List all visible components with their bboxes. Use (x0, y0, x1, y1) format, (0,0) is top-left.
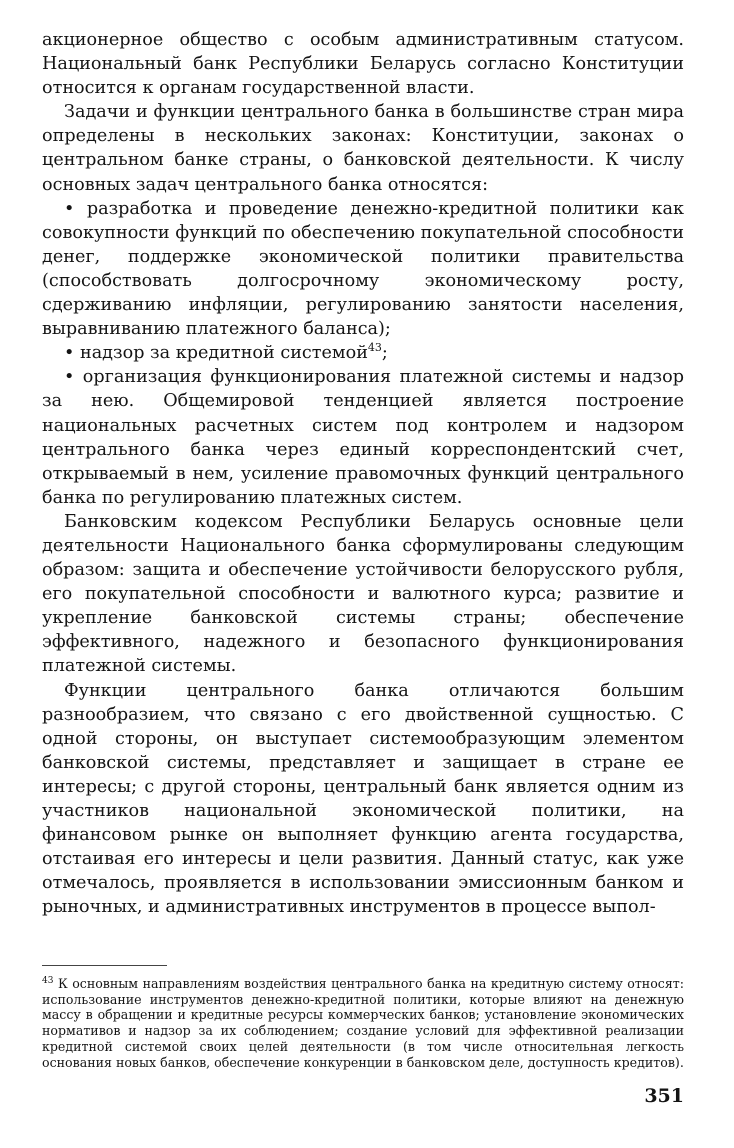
paragraph-functions: Функции центрального банка отличаются большим разнообразием, что связано с его двойственной сущностью. С одной стороны, он выступает системообразующим элементом банковской системы, представляет и защищает в стране ее интересы; с другой стороны, центральный банк является одним из участников национальной экономической политики, на финансовом рынке он выполняет функцию агента государства, отстаивая его интересы и цели развития. Данный статус, как уже отмечалось, проявляется в использовании эмиссионным банком и рыночных, и административных инструментов в процессе выпол- (42, 680, 684, 918)
paragraph-2: Задачи и функции центрального банка в большинстве стран мира определены в нескольких законах: Конституции, законах о центральном банке страны, о банковской деятельности. К числу основных задач центрального банка относятся: (42, 102, 684, 195)
footnote-text: К основным направлениям воздействия центрального банка на кредитную систему относят: использование инструментов денежно-кредитной политики, которые влияют на денежную массу в обращении и кредитные ресурсы коммерческих банков; установление экономических нормативов и надзор за их соблюдением; создание условий для эффективной реализации кредитной системой своих целей деятельности (в том числе относительная легкость основания новых банков, обеспечение конкуренции в банковском деле, доступность кредитов). (42, 976, 684, 1070)
list-item-monetary-policy: • разработка и проведение денежно-кредитной политики как совокупности функций по обеспечению покупательной способности денег, поддержке экономической политики правительства (способствовать долгосрочному экономическому росту, сдерживанию инфляции, регулированию занятости населения, выравниванию платежного баланса); (42, 198, 684, 340)
main-text (42, 28, 684, 919)
footnote-divider (42, 965, 167, 966)
footnote-mark: 43 (42, 975, 54, 986)
book-page (42, 28, 684, 1118)
footnote-reference[interactable]: 43 (367, 341, 382, 355)
list-item-credit-supervision: • надзор за кредитной системой$^{43}$; (64, 341, 388, 364)
page-number: 351 (644, 1085, 684, 1107)
paragraph-banking-code: Банковским кодексом Республики Беларусь основные цели деятельности Национального банка сформулированы следующим образом: защита и обеспечение устойчивости белорусского рубля, его покупательной способности и валютного курса; развитие и укрепление банковской системы страны; обеспечение эффективного, надежного и безопасного функционирования платежной системы. (42, 511, 684, 677)
footnote (42, 976, 684, 1070)
list-item-payment-system: • организация функционирования платежной системы и надзор за нею. Общемировой тенденцией является построение национальных расчетных систем под контролем и надзором центрального банка через единый корреспондентский счет, открываемый в нем, усиление правомочных функций центрального банка по регулированию платежных систем. (42, 367, 684, 508)
paragraph-1: акционерное общество с особым административным статусом. Национальный банк Республики Беларусь согласно Конституции относится к органам государственной власти. (42, 30, 684, 99)
